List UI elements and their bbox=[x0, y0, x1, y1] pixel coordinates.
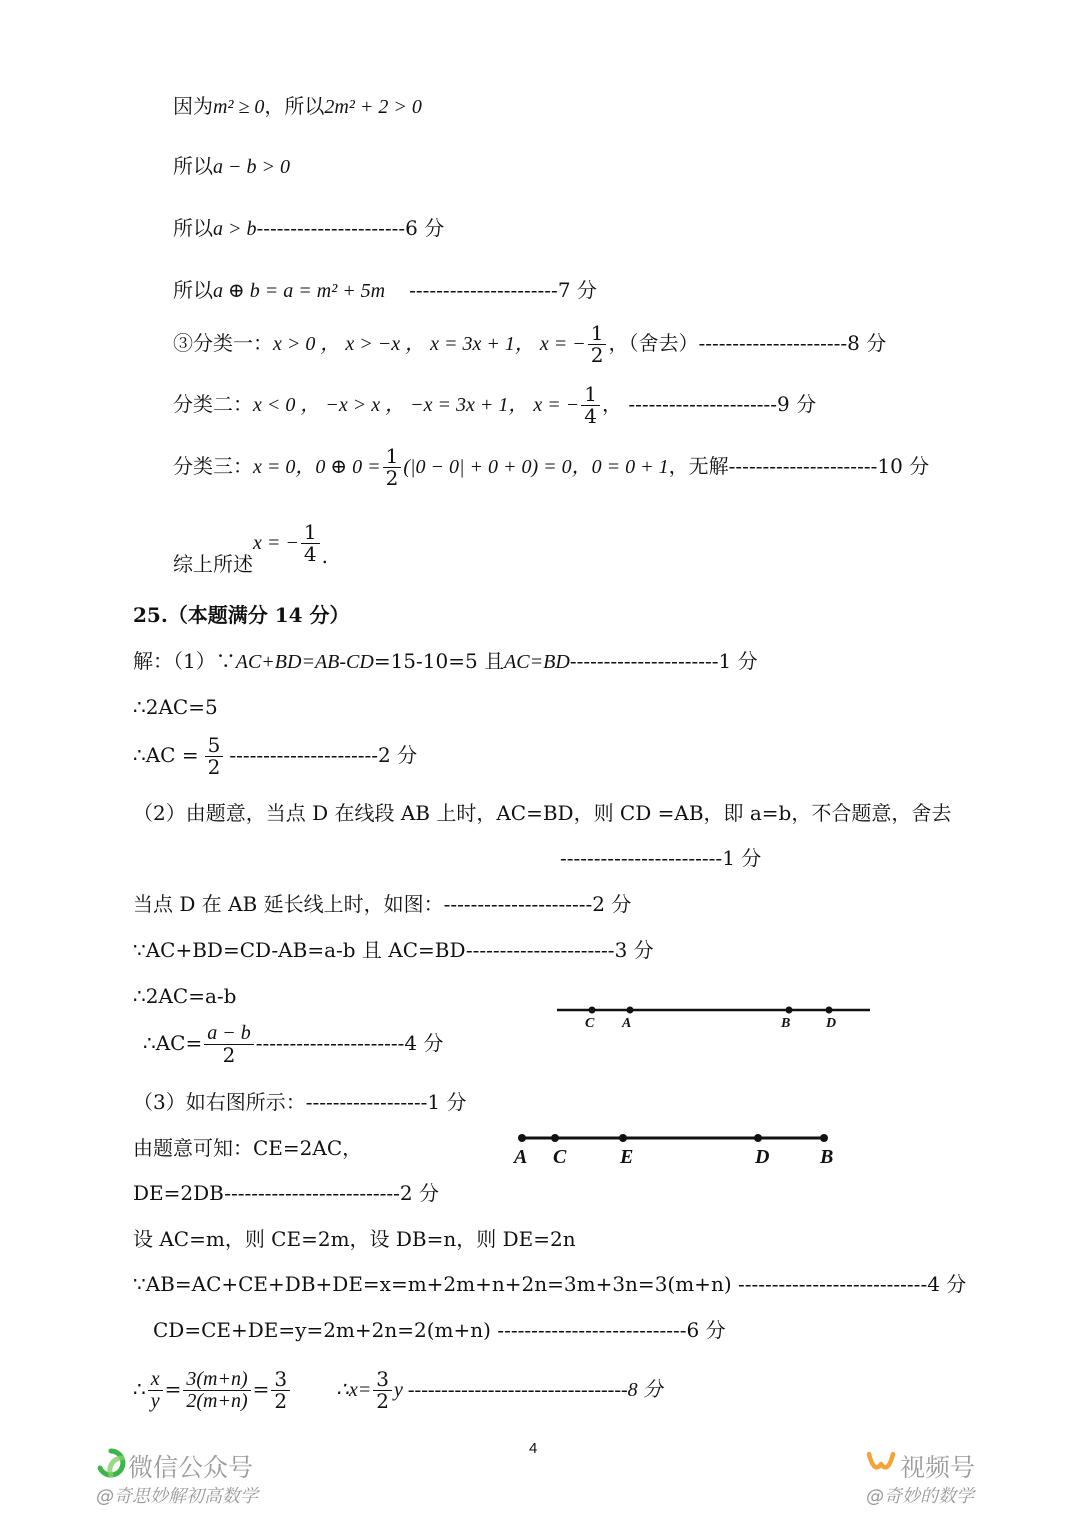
denominator: 2 bbox=[385, 466, 399, 490]
numerator: 1 bbox=[581, 384, 600, 406]
label-a: A bbox=[514, 1146, 528, 1168]
numerator: 3 bbox=[373, 1369, 392, 1391]
text: ③分类一： bbox=[173, 331, 273, 355]
denominator: 2 bbox=[207, 755, 221, 779]
line-4 bbox=[173, 280, 597, 301]
point-e bbox=[619, 1134, 627, 1142]
fraction bbox=[204, 1023, 254, 1066]
text: ∴ bbox=[133, 1377, 146, 1401]
watermark-handle: @奇思妙解初高数学 bbox=[96, 1486, 258, 1507]
score-marker: ， ----------------------9 分 bbox=[601, 392, 817, 416]
step-11: 由题意可知：CE=2AC， bbox=[133, 1136, 363, 1160]
math: x = − bbox=[253, 532, 299, 554]
math: a > b bbox=[213, 218, 257, 240]
line-segment-diagram-2 bbox=[512, 1128, 832, 1148]
numerator: 3(m+n) bbox=[183, 1369, 250, 1391]
point-c bbox=[589, 1007, 596, 1014]
score-marker: ----------------------2 分 bbox=[229, 743, 418, 767]
math: x > 0 ， x > −x ， x = 3x + 1， x = − bbox=[273, 333, 586, 355]
math: a ⊕ b = a = m² + 5m bbox=[213, 280, 386, 302]
score-marker: y ---------------------------------8 分 bbox=[394, 1379, 663, 1401]
score-marker: ，（舍去）----------------------8 分 bbox=[608, 331, 887, 355]
text: = bbox=[252, 1377, 270, 1401]
math: AC=BD bbox=[504, 651, 570, 673]
denominator: 2 bbox=[222, 1043, 236, 1067]
step-4: （2）由题意，当点 D 在线段 AB 上时，AC=BD，则 CD =AB，即 a=b，不合题意，舍去 bbox=[133, 801, 952, 825]
score-marker: ----------------------6 分 bbox=[256, 216, 445, 240]
line-2 bbox=[173, 156, 290, 177]
fraction bbox=[383, 446, 402, 489]
text: = bbox=[164, 1377, 182, 1401]
text: 分类三： bbox=[173, 454, 253, 478]
text: 综上所述 bbox=[173, 552, 253, 576]
fraction bbox=[148, 1369, 163, 1412]
numerator: 1 bbox=[588, 323, 607, 345]
label-a: A bbox=[622, 1016, 632, 1031]
line-1 bbox=[173, 96, 422, 117]
fraction bbox=[271, 1369, 290, 1412]
label-e: E bbox=[620, 1146, 634, 1168]
math: x < 0 ， −x > x ， −x = 3x + 1， x = − bbox=[253, 394, 580, 416]
line-5 bbox=[173, 323, 886, 366]
step-10: （3）如右图所示：------------------1 分 bbox=[133, 1090, 467, 1114]
text: 分类二： bbox=[173, 392, 253, 416]
step-3 bbox=[133, 735, 417, 778]
math: ∴x= bbox=[336, 1379, 372, 1401]
text: 所以 bbox=[173, 278, 213, 302]
denominator: y bbox=[150, 1390, 160, 1412]
line-8 bbox=[173, 520, 328, 576]
numerator: x bbox=[148, 1369, 163, 1391]
text: 解：（1）∵ bbox=[133, 649, 236, 673]
text: 所以 bbox=[173, 154, 213, 178]
text: 因为 bbox=[173, 94, 213, 118]
line-3 bbox=[173, 218, 444, 239]
fraction bbox=[183, 1369, 250, 1412]
step-14: ∵AB=AC+CE+DB+DE=x=m+2m+n+2n=3m+3n=3(m+n) ----------------------------4 分 bbox=[133, 1272, 967, 1296]
denominator: 2 bbox=[376, 1389, 389, 1413]
step-1 bbox=[133, 651, 758, 672]
point-a bbox=[627, 1007, 634, 1014]
fraction bbox=[301, 522, 320, 565]
step-12: DE=2DB--------------------------2 分 bbox=[133, 1181, 440, 1205]
score-marker: ----------------------1 分 bbox=[569, 649, 758, 673]
numerator: 5 bbox=[205, 735, 224, 757]
denominator: 2 bbox=[274, 1389, 288, 1413]
numerator: 1 bbox=[301, 522, 320, 544]
channels-icon bbox=[866, 1448, 896, 1478]
step-5: ------------------------1 分 bbox=[560, 846, 762, 870]
page-number: 4 bbox=[529, 1440, 538, 1457]
watermark-handle: @奇妙的数学 bbox=[866, 1486, 974, 1507]
numerator: a − b bbox=[204, 1023, 254, 1045]
watermark-title: 微信公众号 bbox=[128, 1453, 254, 1482]
score-marker: ，无解----------------------10 分 bbox=[668, 454, 930, 478]
label-c: C bbox=[585, 1016, 595, 1031]
fraction bbox=[581, 384, 600, 427]
numerator: 3 bbox=[271, 1369, 290, 1391]
score-marker: ----------------------7 分 bbox=[409, 278, 597, 302]
step-8: ∴2AC=a-b bbox=[133, 984, 237, 1008]
numerator: 1 bbox=[383, 446, 402, 468]
watermark-title: 视频号 bbox=[900, 1453, 976, 1482]
line-6 bbox=[173, 384, 816, 427]
text: =15-10=5 且 bbox=[373, 649, 505, 673]
math: x = 0，0 ⊕ 0 = bbox=[253, 456, 381, 478]
step-2: ∴2AC=5 bbox=[133, 695, 218, 719]
question-25-heading: 25.（本题满分 14 分） bbox=[133, 603, 350, 627]
point-d bbox=[826, 1007, 833, 1014]
wechat-icon bbox=[96, 1448, 126, 1478]
step-9 bbox=[143, 1023, 444, 1066]
point-b bbox=[786, 1007, 793, 1014]
step-16 bbox=[133, 1369, 663, 1412]
label-c: C bbox=[553, 1146, 567, 1168]
label-b: B bbox=[820, 1146, 834, 1168]
fraction bbox=[205, 735, 224, 778]
math: 2m² + 2 > 0 bbox=[324, 96, 422, 118]
point-d bbox=[754, 1134, 762, 1142]
point-a bbox=[518, 1134, 526, 1142]
line-7 bbox=[173, 446, 929, 489]
point-c bbox=[551, 1134, 559, 1142]
step-13: 设 AC=m，则 CE=2m，设 DB=n，则 DE=2n bbox=[133, 1227, 576, 1251]
denominator: 4 bbox=[584, 404, 597, 428]
text: ∴AC= bbox=[143, 1031, 203, 1055]
text: ，所以 bbox=[264, 94, 325, 118]
text: 所以 bbox=[173, 216, 213, 240]
label-d: D bbox=[826, 1016, 837, 1031]
fraction bbox=[373, 1369, 392, 1412]
math: (|0 − 0| + 0 + 0) = 0，0 = 0 + 1 bbox=[403, 456, 669, 478]
step-7: ∵AC+BD=CD-AB=a-b 且 AC=BD----------------------3 分 bbox=[133, 938, 654, 962]
denominator: 2 bbox=[590, 343, 604, 367]
step-15: CD=CE+DE=y=2m+2n=2(m+n) ----------------------------6 分 bbox=[153, 1318, 726, 1342]
math: AC+BD=AB-CD bbox=[235, 651, 374, 673]
denominator: 4 bbox=[303, 542, 317, 566]
label-b: B bbox=[781, 1016, 791, 1031]
label-d: D bbox=[755, 1146, 770, 1168]
step-6: 当点 D 在 AB 延长线上时，如图：----------------------2 分 bbox=[133, 892, 632, 916]
score-marker: ----------------------4 分 bbox=[255, 1031, 444, 1055]
text: . bbox=[321, 544, 328, 568]
fraction bbox=[588, 323, 607, 366]
denominator: 2(m+n) bbox=[186, 1390, 248, 1412]
math: a − b > 0 bbox=[213, 156, 290, 178]
math: m² ≥ 0 bbox=[213, 96, 265, 118]
text: ∴AC = bbox=[133, 743, 199, 767]
point-b bbox=[820, 1134, 828, 1142]
